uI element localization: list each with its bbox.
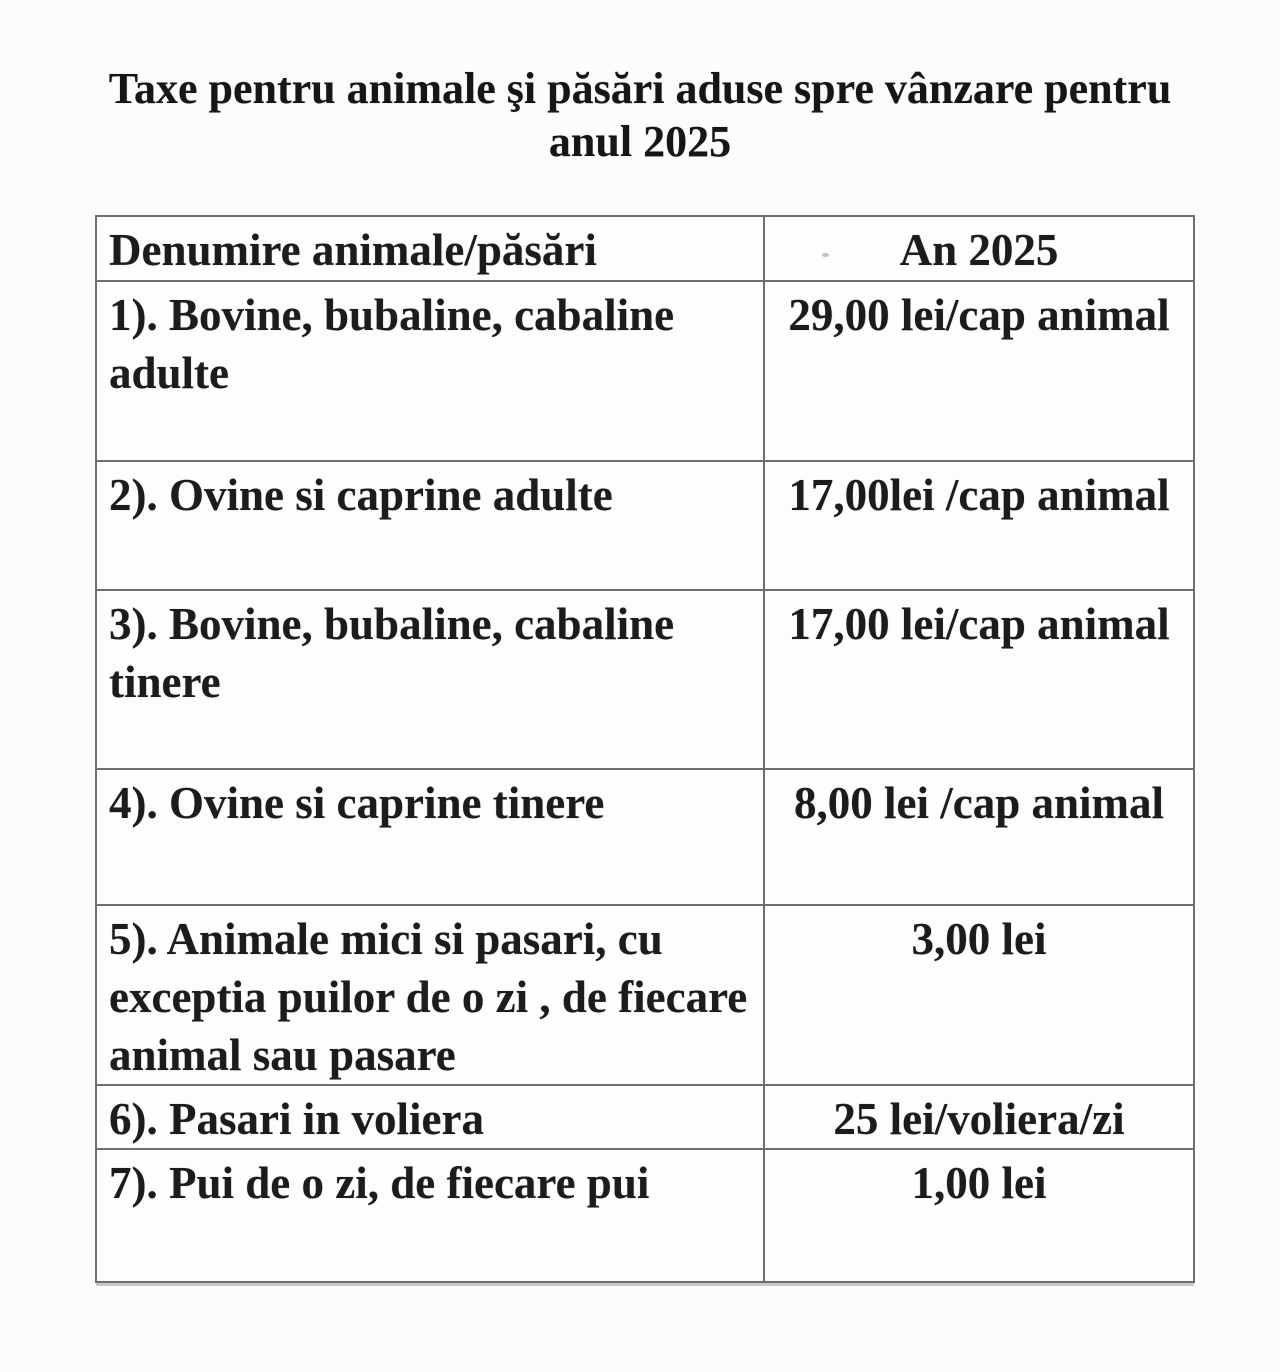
- animal-name-cell: 1). Bovine, bubaline, cabaline adulte: [96, 281, 764, 461]
- tax-value-cell: 3,00 lei: [764, 905, 1194, 1085]
- scan-artifact-dot: [822, 253, 829, 257]
- header-cell-denumire: Denumire animale/păsări: [96, 216, 764, 281]
- table-row: [96, 905, 1194, 1085]
- animal-name-cell: 4). Ovine si caprine tinere: [96, 769, 764, 905]
- table-row: [96, 1149, 1194, 1282]
- animal-name-cell: 3). Bovine, bubaline, cabaline tinere: [96, 590, 764, 769]
- page-title: [0, 62, 1280, 168]
- tax-value-cell: 8,00 lei /cap animal: [764, 769, 1194, 905]
- table-row: [96, 281, 1194, 461]
- animal-name-cell: 5). Animale mici si pasari, cu exceptia puilor de o zi , de fiecare animal sau pasare: [96, 905, 764, 1085]
- table-row: [96, 461, 1194, 590]
- tax-value-cell: 17,00 lei/cap animal: [764, 590, 1194, 769]
- tax-value-cell: 1,00 lei: [764, 1149, 1194, 1282]
- table-row: [96, 769, 1194, 905]
- tax-value-cell: 17,00lei /cap animal: [764, 461, 1194, 590]
- animal-name-cell: 7). Pui de o zi, de fiecare pui: [96, 1149, 764, 1282]
- table-header-row: [96, 216, 1194, 281]
- tax-value-cell: 25 lei/voliera/zi: [764, 1085, 1194, 1149]
- table-row: [96, 590, 1194, 769]
- header-cell-an-2025: An 2025: [764, 216, 1194, 281]
- table-row: [96, 1085, 1194, 1149]
- animal-name-cell: 6). Pasari in voliera: [96, 1085, 764, 1149]
- animal-name-cell: 2). Ovine si caprine adulte: [96, 461, 764, 590]
- tax-value-cell: 29,00 lei/cap animal: [764, 281, 1194, 461]
- title-line-1: Taxe pentru animale şi păsări aduse spre vânzare pentru: [108, 64, 1172, 113]
- tax-table: [95, 215, 1195, 1283]
- title-line-2: anul 2025: [548, 117, 732, 166]
